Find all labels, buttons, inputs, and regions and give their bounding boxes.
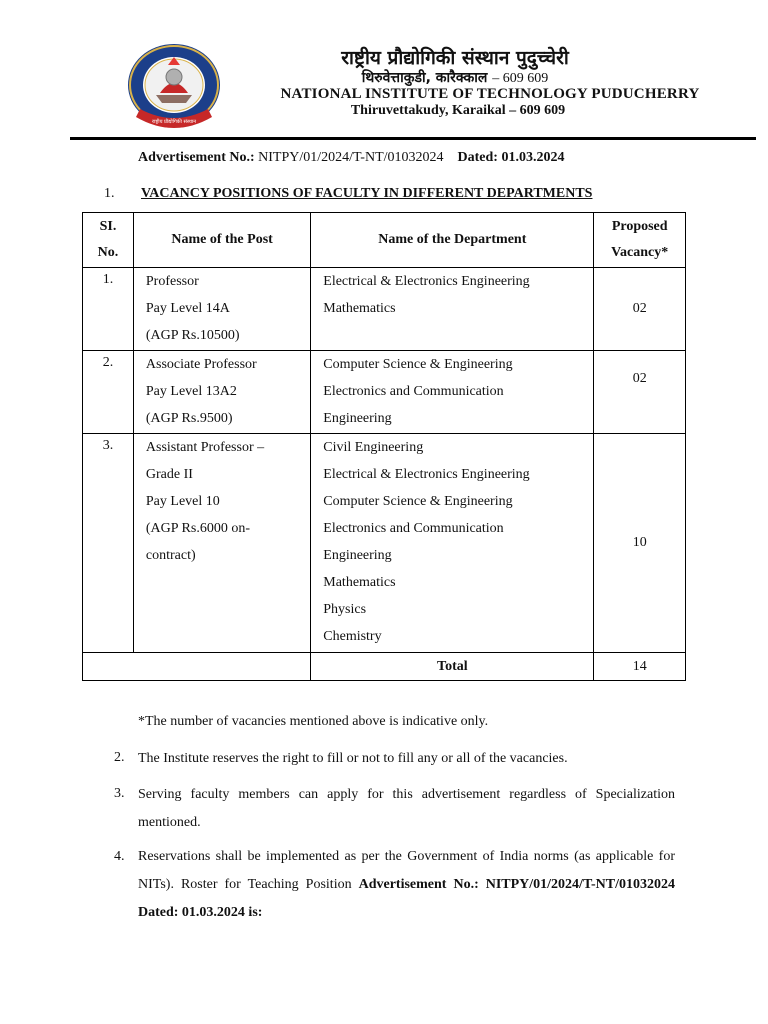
row-sno: 1. <box>83 268 134 351</box>
header-divider <box>70 137 756 140</box>
institute-logo <box>126 43 222 129</box>
institute-name-hindi: राष्ट्रीय प्रौद्योगिकी संस्थान पुदुच्चेरी <box>341 47 569 69</box>
point-text: The Institute reserves the right to fill or not to fill any or all of the vacancies. <box>138 751 568 766</box>
row-post: Associate Professor Pay Level 13A2 (AGP Rs.9500) <box>133 351 310 434</box>
section-title: VACANCY POSITIONS OF FACULTY IN DIFFERENT DEPARTMENTS <box>141 186 593 201</box>
institute-address-english: Thiruvettakudy, Karaikal – 609 609 <box>350 103 566 118</box>
row-vacancy: 02 <box>594 351 686 434</box>
total-value: 14 <box>594 653 686 681</box>
section-number: 1. <box>104 186 115 201</box>
advertisement-line: Advertisement No.: NITPY/01/2024/T-NT/01032024 Dated: 01.03.2024 <box>138 150 565 165</box>
vacancy-note: *The number of vacancies mentioned above is indicative only. <box>138 714 489 729</box>
point-number: 2. <box>114 750 125 765</box>
table-total-row <box>83 653 686 681</box>
table-row <box>83 434 686 653</box>
point-text: Reservations shall be implemented as per the Government of India norms (as applicable for NITs). Roster for Teaching Position Advertisement No.: NITPY/01/2024/T-NT/01032024 Dated: 01.03.2024 is: <box>138 849 676 920</box>
row-vacancy: 02 <box>594 268 686 351</box>
header-post: Name of the Post <box>133 213 310 268</box>
total-label: Total <box>311 653 594 681</box>
table-header-row <box>83 213 686 268</box>
header-sno: SI. No. <box>83 213 134 268</box>
header-vacancy: Proposed Vacancy* <box>594 213 686 268</box>
row-sno: 2. <box>83 351 134 434</box>
svg-text:राष्ट्रीय प्रौद्योगिकी संस्थान: राष्ट्रीय प्रौद्योगिकी संस्थान <box>152 119 196 125</box>
row-sno: 3. <box>83 434 134 653</box>
total-empty-cell <box>83 653 311 681</box>
institute-address-hindi: थिरुवेत्ताकुडी, कारैक्काल – 609 609 <box>361 70 549 86</box>
row-departments: Civil Engineering Electrical & Electronics Engineering Computer Science & Engineering Electronics and Communication Engineering Mathematics Physics Chemistry <box>311 434 594 653</box>
row-departments: Computer Science & Engineering Electronics and Communication Engineering <box>311 351 594 434</box>
row-vacancy: 10 <box>594 434 686 653</box>
point-number: 3. <box>114 786 125 801</box>
vacancy-table <box>82 212 686 681</box>
row-post: Assistant Professor – Grade II Pay Level 10 (AGP Rs.6000 on- contract) <box>133 434 310 653</box>
point-text: Serving faculty members can apply for this advertisement regardless of Specialization mentioned. <box>138 787 675 830</box>
row-departments: Electrical & Electronics Engineering Mathematics <box>311 268 594 351</box>
row-post: Professor Pay Level 14A (AGP Rs.10500) <box>133 268 310 351</box>
header-department: Name of the Department <box>311 213 594 268</box>
table-row <box>83 268 686 351</box>
institute-name-english: NATIONAL INSTITUTE OF TECHNOLOGY PUDUCHERRY <box>280 86 700 102</box>
point-number: 4. <box>114 849 125 864</box>
table-row <box>83 351 686 434</box>
